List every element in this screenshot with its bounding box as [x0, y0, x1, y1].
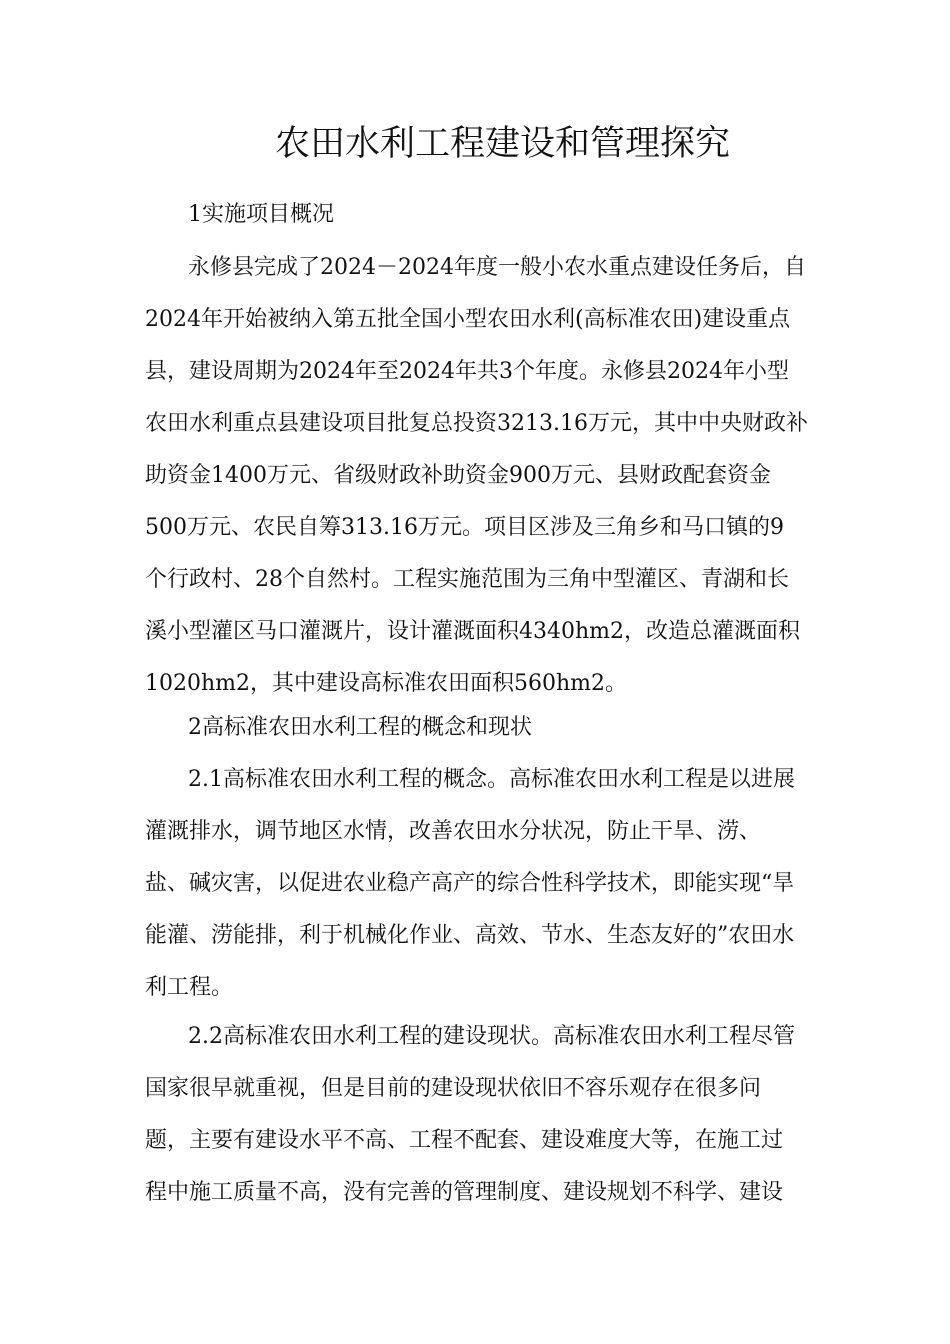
- paragraph-line: 1020hm2，其中建设高标准农田面积560hm2。: [145, 671, 628, 696]
- paragraph-line: 永修县完成了2024－2024年度一般小农水重点建设任务后，自: [188, 255, 806, 280]
- paragraph-line: 2.2高标准农田水利工程的建设现状。高标准农田水利工程尽管: [188, 1024, 795, 1049]
- paragraph-line: 利工程。: [145, 975, 234, 1000]
- paragraph-line: 灌溉排水，调节地区水情，改善农田水分状况，防止干旱、涝、: [145, 819, 762, 844]
- paragraph-line: 2.1高标准农田水利工程的概念。高标准农田水利工程是以进展: [188, 767, 795, 792]
- paragraph-line: 2024年开始被纳入第五批全国小型农田水利(高标准农田)建设重点: [145, 307, 791, 332]
- paragraph-line: 500万元、农民自筹313.16万元。项目区涉及三角乡和马口镇的9: [145, 515, 784, 540]
- paragraph-line: 盐、碱灾害，以促进农业稳产高产的综合性科学技术，即能实现“旱: [145, 871, 795, 896]
- document-title: 农田水利工程建设和管理探究: [274, 124, 730, 164]
- paragraph-line: 溪小型灌区马口灌溉片，设计灌溉面积4340hm2，改造总灌溉面积: [145, 619, 801, 644]
- section-heading-2: 2高标准农田水利工程的概念和现状: [188, 715, 532, 740]
- paragraph-current-status: [145, 1022, 810, 1208]
- paragraph-line: 农田水利重点县建设项目批复总投资3213.16万元，其中中央财政补: [145, 411, 808, 436]
- paragraph-project-overview: [145, 253, 810, 699]
- paragraph-line: 县，建设周期为2024年至2024年共3个年度。永修县2024年小型: [145, 359, 789, 384]
- paragraph-concept: [145, 765, 810, 1003]
- section-heading-1: 1实施项目概况: [188, 202, 334, 227]
- paragraph-line: 程中施工质量不高，没有完善的管理制度、建设规划不科学、建设: [145, 1180, 784, 1205]
- paragraph-line: 个行政村、28个自然村。工程实施范围为三角中型灌区、青湖和长: [145, 567, 789, 592]
- paragraph-line: 国家很早就重视，但是目前的建设现状依旧不容乐观存在很多问: [145, 1076, 762, 1101]
- paragraph-line: 题，主要有建设水平不高、工程不配套、建设难度大等，在施工过: [145, 1128, 784, 1153]
- paragraph-line: 助资金1400万元、省级财政补助资金900万元、县财政配套资金: [145, 463, 771, 488]
- paragraph-line: 能灌、涝能排，利于机械化作业、高效、节水、生态友好的”农田水: [145, 923, 795, 948]
